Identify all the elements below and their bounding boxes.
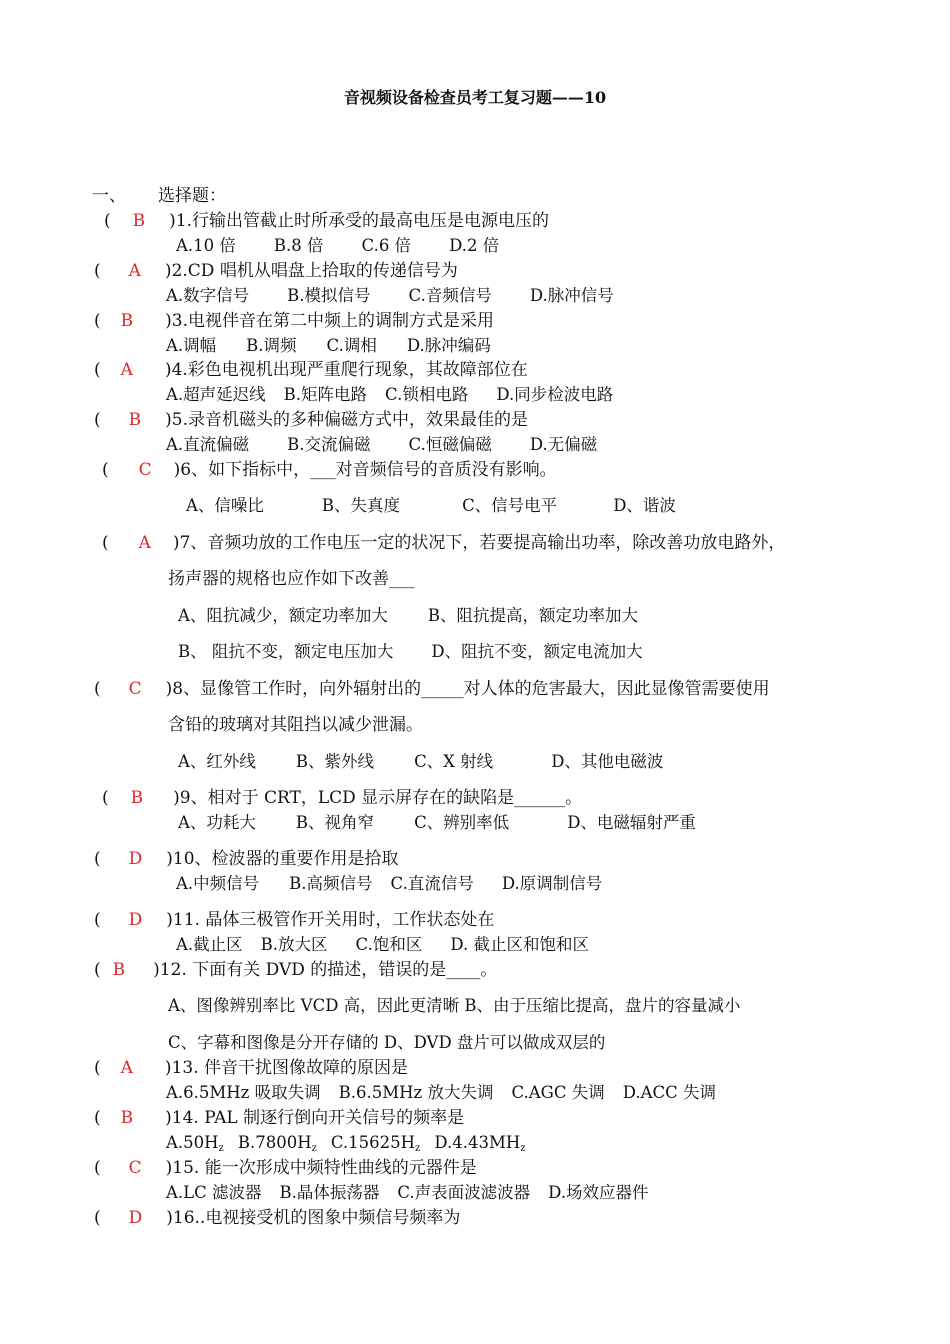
answer-15: C [128, 1158, 142, 1178]
options-12-row1: A、图像辨别率比 VCD 高，因此更清晰 B、由于压缩比提高，盘片的容量减小 [168, 996, 741, 1015]
option: D.ACC 失调 [622, 1083, 717, 1102]
question-8: ( C )8、显像管工作时，向外辐射出的_____对人体的危害最大，因此显像管需要使用 [94, 679, 770, 699]
question-8-text-continued: 含铅的玻璃对其阻挡以减少泄漏。 [168, 715, 423, 735]
option: B、失真度 [321, 496, 401, 515]
question-14-text: 14. PAL 制逐行倒向开关信号的频率是 [171, 1108, 465, 1128]
unit-subscript: z [218, 1143, 224, 1154]
option: B、视角窄 [295, 813, 375, 832]
question-12-text: 12. 下面有关 DVD 的描述，错误的是____。 [159, 960, 498, 980]
option: B.交流偏磁 [287, 435, 371, 454]
option: D.同步检波电路 [496, 385, 614, 404]
options-8 [178, 752, 663, 772]
option: B.矩阵电路 [283, 385, 368, 404]
options-2 [166, 286, 614, 306]
question-4: ( A )4.彩色电视机出现严重爬行现象，其故障部位在 [94, 360, 528, 380]
question-1: ( B )1.行输出管截止时所承受的最高电压是电源电压的 [104, 211, 549, 231]
option: B.8 倍 [273, 236, 324, 255]
question-6-text: 6、如下指标中，___对音频信号的音质没有影响。 [180, 460, 557, 480]
answer-13: A [120, 1058, 133, 1078]
question-13-text: 13. 伴音干扰图像故障的原因是 [171, 1058, 409, 1078]
unit-subscript: z [415, 1143, 421, 1154]
question-2-text: 2.CD 唱机从唱盘上拾取的传递信号为 [171, 261, 458, 281]
answer-14: B [120, 1108, 134, 1128]
options-6 [186, 496, 676, 516]
answer-16: D [128, 1208, 143, 1228]
options-7-row1 [178, 606, 638, 626]
option: A.截止区 [176, 935, 243, 954]
question-9-text: 9、相对于 CRT，LCD 显示屏存在的缺陷是______。 [179, 788, 583, 808]
option: C.声表面波滤波器 [397, 1183, 531, 1202]
option: A、信噪比 [186, 496, 264, 515]
option: D.原调制信号 [501, 874, 603, 893]
question-5-text: 5.录音机磁头的多种偏磁方式中，效果最佳的是 [171, 410, 529, 430]
option: D、谐波 [613, 496, 676, 515]
option: C.恒磁偏磁 [408, 435, 492, 454]
option: D、电磁辐射严重 [567, 813, 696, 832]
option: C.6 倍 [361, 236, 412, 255]
answer-6: C [138, 460, 152, 480]
option: B.调频 [246, 336, 297, 355]
question-4-text: 4.彩色电视机出现严重爬行现象，其故障部位在 [171, 360, 528, 380]
option: C、X 射线 [414, 752, 494, 771]
option: D. 截止区和饱和区 [450, 935, 589, 954]
question-3: ( B )3.电视伴音在第二中频上的调制方式是采用 [94, 311, 495, 331]
answer-7: A [138, 533, 151, 553]
options-15 [166, 1183, 649, 1203]
options-3 [166, 336, 491, 356]
options-5 [166, 435, 597, 455]
page-title: 音视频设备检查员考工复习题——10 [343, 88, 607, 107]
option: A、红外线 [178, 752, 256, 771]
options-13 [166, 1083, 716, 1103]
question-3-text: 3.电视伴音在第二中频上的调制方式是采用 [171, 311, 495, 331]
answer-12: B [112, 960, 126, 980]
option: B.晶体振荡器 [279, 1183, 380, 1202]
options-7-row2 [178, 642, 643, 662]
answer-4: A [120, 360, 133, 380]
option: B、阻抗提高，额定功率加大 [427, 606, 639, 625]
option: B.高频信号 [289, 874, 373, 893]
question-15-text: 15. 能一次形成中频特性曲线的元器件是 [172, 1158, 477, 1178]
option: A、阻抗减少，额定功率加大 [178, 606, 388, 625]
question-2: ( A )2.CD 唱机从唱盘上拾取的传递信号为 [94, 261, 458, 281]
option: C.锁相电路 [385, 385, 469, 404]
question-15: ( C )15. 能一次形成中频特性曲线的元器件是 [94, 1158, 477, 1178]
question-7: ( A )7、音频功放的工作电压一定的状况下，若要提高输出功率，除改善功放电路外， [102, 533, 786, 553]
answer-9: B [130, 788, 144, 808]
option: C.饱和区 [355, 935, 423, 954]
option: A、功耗大 [178, 813, 256, 832]
question-11-text: 11. 晶体三极管作开关用时，工作状态处在 [172, 910, 495, 930]
option: C.15625H [330, 1133, 416, 1152]
option: D.无偏磁 [529, 435, 598, 454]
answer-3: B [120, 311, 134, 331]
option: C.音频信号 [408, 286, 492, 305]
question-14: ( B )14. PAL 制逐行倒向开关信号的频率是 [94, 1108, 465, 1128]
options-1 [176, 236, 499, 256]
answer-1: B [132, 211, 146, 231]
question-6: ( C )6、如下指标中，___对音频信号的音质没有影响。 [102, 460, 557, 480]
question-16: ( D )16..电视接受机的图象中频信号频率为 [94, 1208, 461, 1228]
unit-subscript: z [520, 1143, 526, 1154]
answer-8: C [128, 679, 142, 699]
option: A.直流偏磁 [166, 435, 250, 454]
section-label: 选择题： [158, 186, 226, 206]
answer-5: B [128, 410, 142, 430]
options-14 [166, 1133, 526, 1159]
option: A.中频信号 [176, 874, 260, 893]
question-5: ( B )5.录音机磁头的多种偏磁方式中，效果最佳的是 [94, 410, 529, 430]
section-number: 一、 [92, 186, 126, 206]
option: A.50H [166, 1133, 219, 1152]
options-12-row2: C、字幕和图像是分开存储的 D、DVD 盘片可以做成双层的 [168, 1033, 606, 1052]
option: C.AGC 失调 [511, 1083, 605, 1102]
question-9: ( B )9、相对于 CRT，LCD 显示屏存在的缺陷是______。 [102, 788, 583, 808]
option: D、阻抗不变，额定电流加大 [431, 642, 643, 661]
option: D、其他电磁波 [551, 752, 664, 771]
option: C、辨别率低 [414, 813, 510, 832]
question-16-text: 16..电视接受机的图象中频信号频率为 [172, 1208, 461, 1228]
options-9 [178, 813, 696, 833]
question-8-text: 8、显像管工作时，向外辐射出的_____对人体的危害最大，因此显像管需要使用 [172, 679, 770, 699]
option: B.7800H [237, 1133, 312, 1152]
option: A.超声延迟线 [166, 385, 266, 404]
option: C.调相 [326, 336, 377, 355]
option: C.直流信号 [390, 874, 474, 893]
option: B.6.5MHz 放大失调 [338, 1083, 494, 1102]
option: A.数字信号 [166, 286, 250, 305]
option: A.调幅 [166, 336, 217, 355]
options-10 [176, 874, 602, 894]
option: D.2 倍 [449, 236, 500, 255]
question-10: ( D )10、检波器的重要作用是拾取 [94, 849, 399, 869]
option: B、 阻抗不变，额定电压加大 [178, 642, 394, 661]
option: C、信号电平 [462, 496, 558, 515]
option: B.放大区 [260, 935, 328, 954]
option: D.场效应器件 [548, 1183, 649, 1202]
option: D.4.43MH [434, 1133, 521, 1152]
answer-11: D [128, 910, 143, 930]
answer-2: A [128, 261, 141, 281]
option: B.模拟信号 [287, 286, 371, 305]
question-7-text: 7、音频功放的工作电压一定的状况下，若要提高输出功率，除改善功放电路外， [179, 533, 786, 553]
option: B、紫外线 [295, 752, 375, 771]
option: D.脉冲信号 [529, 286, 614, 305]
option: D.脉冲编码 [406, 336, 491, 355]
unit-subscript: z [311, 1143, 317, 1154]
option: A.6.5MHz 吸取失调 [166, 1083, 321, 1102]
question-10-text: 10、检波器的重要作用是拾取 [172, 849, 399, 869]
options-11 [176, 935, 589, 955]
question-1-text: 1.行输出管截止时所承受的最高电压是电源电压的 [175, 211, 549, 231]
answer-10: D [128, 849, 143, 869]
question-7-text-continued: 扬声器的规格也应作如下改善___ [168, 569, 415, 589]
option: A.10 倍 [176, 236, 236, 255]
question-11: ( D )11. 晶体三极管作开关用时，工作状态处在 [94, 910, 495, 930]
options-4 [166, 385, 613, 405]
option: A.LC 滤波器 [166, 1183, 262, 1202]
question-12: ( B )12. 下面有关 DVD 的描述，错误的是____。 [94, 960, 498, 980]
question-13: ( A )13. 伴音干扰图像故障的原因是 [94, 1058, 409, 1078]
